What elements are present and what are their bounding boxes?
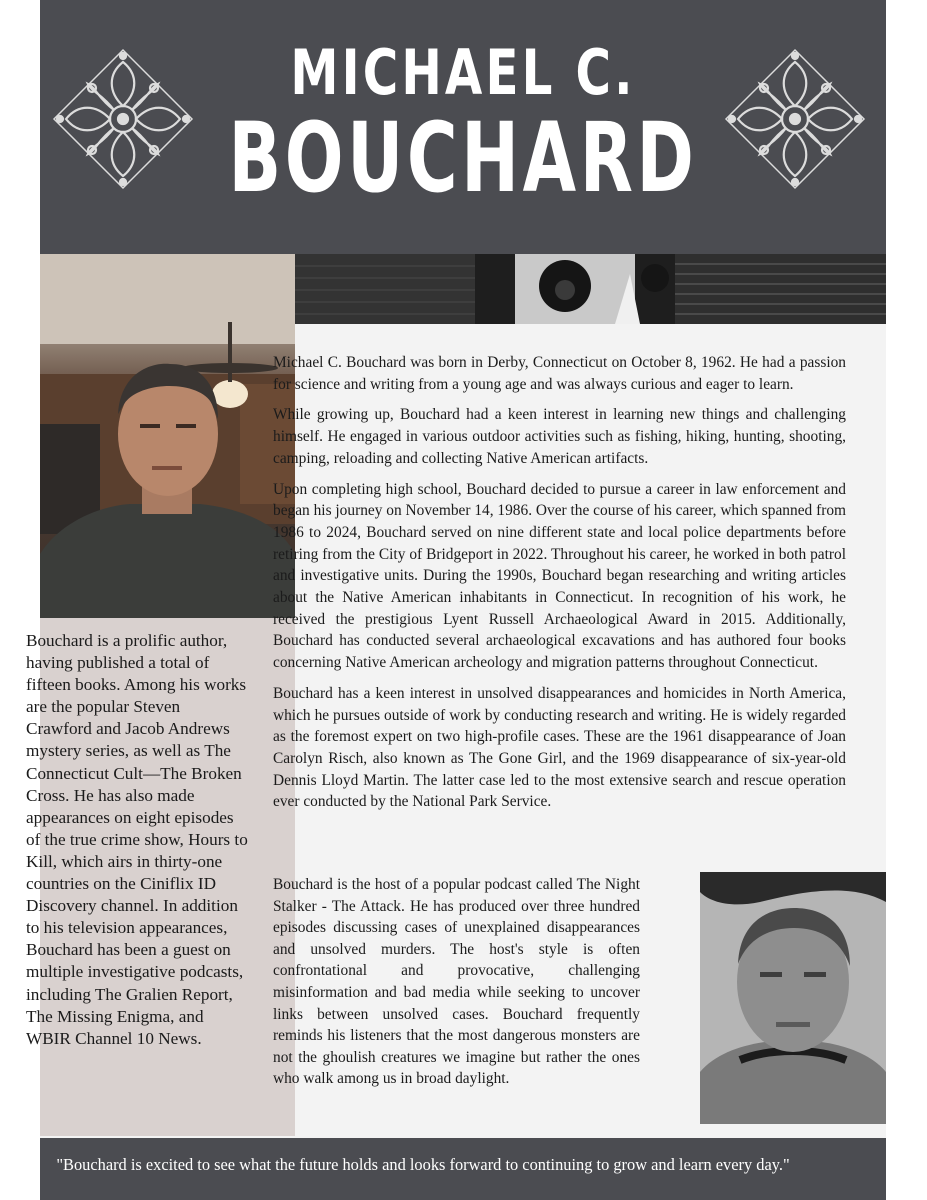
bio-paragraph-youth: While growing up, Bouchard had a keen interest in learning new things and challenging himself. He engaged in various outdoor activities such as fishing, hiking, hunting, shooting, camping, reloading and collecting Native American artifacts.	[273, 406, 846, 467]
title-surname-line: BOUCHARD	[228, 102, 698, 214]
sidebar-bio-text: Bouchard is a prolific author, having published a total of fifteen books. Among his works are the popular Steven Crawford and Jacob Andrews mystery series, as well as The Connecticut Cult—The Broken Cross. He has also made appearances on eight episodes of the true crime show, Hours to Kill, which airs in thirty-one countries on the Ciniflix ID Discovery channel. In addition to his television appearances, Bouchard has been a guest on multiple investigative podcasts, including The Gralien Report, The Missing Enigma, and WBIR Channel 10 News.	[26, 631, 248, 1048]
bio-paragraph-birth: Michael C. Bouchard was born in Derby, Connecticut on October 8, 1962. He had a passion for science and writing from a young age and was always curious and eager to learn.	[273, 354, 846, 393]
author-portrait-photo	[40, 254, 295, 618]
bio-paragraph-research: Bouchard has a keen interest in unsolved disappearances and homicides in North America, which he pursues outside of work by conducting research and writing. He is widely regarded as the foremost expert on two high-profile cases. These are the 1961 disappearance of Joan Carolyn Risch, also known as The Gone Girl, and the 1969 disappearance of six-year-old Dennis Lloyd Martin. The latter case led to the most extensive search and rescue operation ever conducted by the National Park Service.	[273, 684, 846, 811]
main-biography	[273, 352, 846, 822]
city-skyscrapers-photo	[295, 254, 886, 324]
author-portrait-bw-photo	[700, 872, 886, 1124]
header-banner	[40, 0, 886, 254]
bio-paragraph-career: Upon completing high school, Bouchard decided to pursue a career in law enforcement and began his journey on November 14, 1986. Over the course of his career, which spanned from 1986 to 2024, Bouchard served on nine different state and local police departments before retiring from the City of Bridgeport in 2022. Throughout his career, he worked in both patrol and investigative units. During the 1990s, Bouchard began researching and writing articles about the Native American inhabitants in Connecticut. In recognition of his work, he received the prestigious Lyent Russell Archaeological Award in 2015. Additionally, Bouchard has conducted several archaeological excavations and has authored four books concerning Native American archeology and migration patterns throughout Connecticut.	[273, 480, 846, 672]
bio-paragraph-podcast: Bouchard is the host of a popular podcast called The Night Stalker - The Attack. He has produced over three hundred episodes discussing cases of unexplained disappearances and unsolved murders. The host's style is often confrontational and provocative, challenging misinformation and bad media while seeking to uncover links between unsolved cases. Bouchard frequently reminds his listeners that the most dangerous monsters are not the ghoulish creatures we imagine but rather the ones who walk among us in broad daylight.	[273, 876, 640, 1088]
footer-quote: "Bouchard is excited to see what the future holds and looks forward to continuing to grow and learn every day."	[56, 1155, 790, 1174]
floral-ornament-icon	[720, 44, 870, 194]
title-first-line: MICHAEL C.	[290, 36, 636, 109]
